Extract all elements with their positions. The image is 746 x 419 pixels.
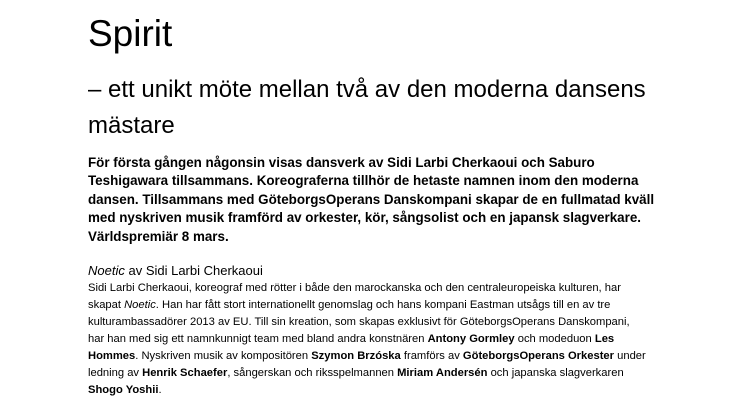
- body-text-6: under ledning av: [88, 350, 646, 379]
- body-name-orkester: GöteborgsOperans Orkester: [462, 350, 615, 362]
- section-byline: av Sidi Larbi Cherkaoui: [124, 263, 263, 278]
- body-text-3: och modeduon: [514, 333, 595, 345]
- body-name-yoshii: Shogo Yoshii: [88, 384, 159, 396]
- body-text-7: , sångerskan och riksspelmannen: [227, 367, 398, 379]
- section-body: [88, 280, 648, 399]
- body-name-andersen: Miriam Andersén: [397, 367, 488, 379]
- section-work-title: Noetic: [88, 263, 125, 278]
- document-subtitle: – ett unikt möte mellan två av den moderna dansens mästare: [88, 76, 646, 139]
- body-text-9: .: [158, 384, 162, 396]
- body-text-1: Sidi Larbi Cherkaoui, koreograf med rötter i både den marockanska och den centraleuropeiska kulturen, har skapat: [88, 282, 621, 311]
- body-text-2: . Han har fått stort internationellt genomslag och hans kompani Eastman utsågs till en av tre kulturambassadörer 2013 av EU. Till sin kreation, som skapas exklusivt för GöteborgsOperans Danskompani, har han med sig ett namnkunnigt team med bland andra konstnären: [88, 299, 630, 345]
- document-title: Spirit: [88, 13, 173, 54]
- body-name-les-hommes: Les Hommes: [88, 333, 615, 362]
- lead-paragraph: För första gången någonsin visas dansverk av Sidi Larbi Cherkaoui och Saburo Teshigawara tillsammans. Koreograferna tillhör de hetaste namnen inom den moderna dansen. Tillsammans med GöteborgsOperans Danskompani skapar de en fullmatad kväll med nyskriven musik framförd av orkester, kör, sångsolist och en japansk slagverkare. Världspremiär 8 mars.: [88, 155, 655, 244]
- section-heading: [88, 263, 263, 279]
- body-work-title: Noetic: [124, 299, 156, 311]
- body-text-4: . Nyskriven musik av kompositören: [135, 350, 312, 362]
- body-name-schaefer: Henrik Schaefer: [142, 367, 228, 379]
- body-text-5: framförs av: [400, 350, 463, 362]
- body-text-8: och japanska slagverkaren: [487, 367, 624, 379]
- body-name-brzoska: Szymon Brzóska: [311, 350, 401, 362]
- body-name-gormley: Antony Gormley: [427, 333, 515, 345]
